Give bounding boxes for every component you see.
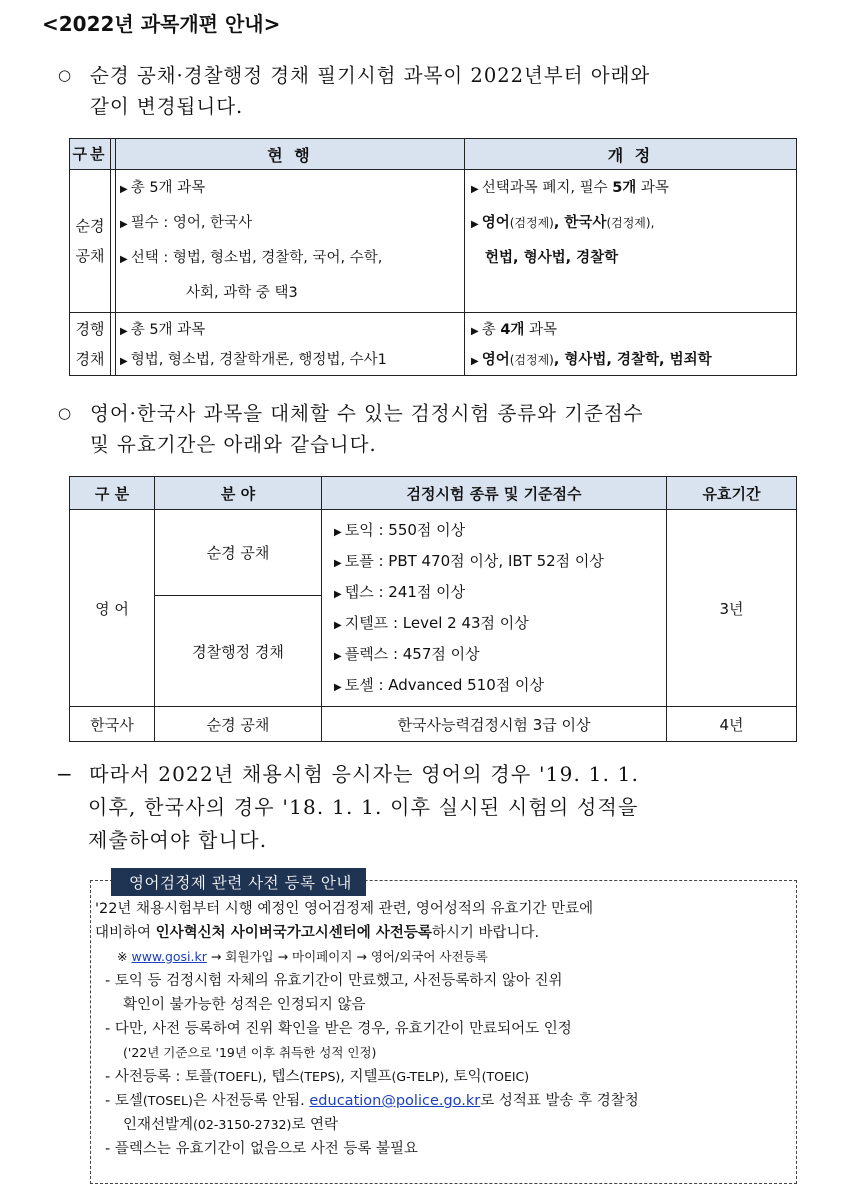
list-item: ▶ 총 4개 과목 <box>471 322 558 338</box>
korean-history-label: 한국사 <box>70 707 155 742</box>
validity-cell: 3년 <box>667 510 797 707</box>
notice-body <box>95 897 795 1161</box>
section-1-bullet: ○ <box>58 66 73 84</box>
header-exam: 검정시험 종류 및 기준점수 <box>322 477 667 510</box>
triangle-bullet-icon: ▶ <box>120 356 128 367</box>
header-category: 구분 <box>70 139 111 170</box>
header-category: 구 분 <box>70 477 155 510</box>
table-row <box>70 707 797 742</box>
notice-reference: ※ www.gosi.kr → 회원가입 → 마이페이지 → 영어/외국어 사전등록 <box>117 949 488 964</box>
list-item: ▶ 토익 : 550점 이상 <box>334 521 466 539</box>
triangle-bullet-icon: ▶ <box>120 184 128 195</box>
table-row <box>70 170 797 313</box>
notice-item: - 토익 등 검정시험 자체의 유효기간이 만료했고, 사전등록하지 않아 진위 <box>105 973 563 989</box>
subject-change-table <box>69 138 797 376</box>
triangle-bullet-icon: ▶ <box>334 620 342 631</box>
notice-item: - 다만, 사전 등록하여 진위 확인을 받은 경우, 유효기간이 만료되어도 인정 <box>105 1021 572 1037</box>
list-item: ▶ 선택 : 형법, 형소법, 경찰학, 국어, 수학, <box>120 250 383 266</box>
triangle-bullet-icon: ▶ <box>471 219 479 230</box>
group-label-line: 경채 <box>75 350 105 368</box>
notice-item-continued: ('22년 기준으로 '19년 이후 취득한 성적 인정) <box>123 1045 377 1060</box>
list-item: ▶ 텝스 : 241점 이상 <box>334 583 466 601</box>
list-item: ▶ 총 5개 과목 <box>120 322 206 338</box>
section-3-line-3: 제출하여야 합니다. <box>88 828 268 852</box>
list-item: 사회, 과학 중 택3 <box>186 285 298 301</box>
triangle-bullet-icon: ▶ <box>120 254 128 265</box>
section-2-bullet: ○ <box>58 404 73 422</box>
field-cell: 경찰행정 경채 <box>155 596 322 707</box>
section-2 <box>58 398 802 460</box>
section-3-line-2: 이후, 한국사의 경우 '18. 1. 1. 이후 실시된 시험의 성적을 <box>88 795 639 819</box>
table-row <box>70 313 797 376</box>
section-1 <box>58 60 802 122</box>
validity-cell: 4년 <box>667 707 797 742</box>
group-label-line: 공채 <box>75 247 105 265</box>
current-cell <box>116 313 465 376</box>
notice-item-continued: 확인이 불가능한 성적은 인정되지 않음 <box>123 997 366 1013</box>
list-item: ▶ 필수 : 영어, 한국사 <box>120 215 253 231</box>
triangle-bullet-icon: ▶ <box>471 326 479 337</box>
dash-bullet: − <box>56 762 74 786</box>
notice-item: - 플렉스는 유효기간이 없음으로 사전 등록 불필요 <box>105 1141 419 1157</box>
triangle-bullet-icon: ▶ <box>120 219 128 230</box>
section-2-line-1: 영어·한국사 과목을 대체할 수 있는 검정시험 종류와 기준점수 <box>90 402 644 425</box>
list-item: ▶ 형법, 형소법, 경찰학개론, 행정법, 수사1 <box>120 352 387 368</box>
list-item: ▶ 지텔프 : Level 2 43점 이상 <box>334 614 529 632</box>
list-item: 헌법, 형사법, 경찰학 <box>485 250 619 266</box>
exam-cell: 한국사능력검정시험 3급 이상 <box>322 707 667 742</box>
group-label-line: 순경 <box>75 217 105 235</box>
header-validity: 유효기간 <box>667 477 797 510</box>
list-item: ▶ 토셀 : Advanced 510점 이상 <box>334 676 545 694</box>
police-email-link[interactable]: education@police.go.kr <box>309 1093 481 1109</box>
list-item: ▶ 총 5개 과목 <box>120 180 206 196</box>
english-label: 영 어 <box>70 510 155 707</box>
page-title: <2022년 과목개편 안내> <box>42 12 281 36</box>
gosi-link[interactable]: www.gosi.kr <box>131 949 207 964</box>
list-item: ▶ 플렉스 : 457점 이상 <box>334 645 480 663</box>
field-cell: 순경 공채 <box>155 510 322 596</box>
notice-item: - 토셀(TOSEL)은 사전등록 안됨. education@police.go.kr로 성적표 발송 후 경찰청 <box>105 1093 639 1109</box>
notice-item-continued: 인재선발계(02-3150-2732)로 연락 <box>123 1117 338 1133</box>
list-item: ▶ 선택과목 폐지, 필수 5개 과목 <box>471 180 669 196</box>
row-group-label <box>70 313 111 376</box>
table-row <box>70 510 797 596</box>
list-item: ▶ 영어(검정제), 한국사(검정제), <box>471 215 655 231</box>
section-1-line-1: 순경 공채·경찰행정 경채 필기시험 과목이 2022년부터 아래와 <box>90 64 651 87</box>
notice-intro-line-2: 대비하여 인사혁신처 사이버국가고시센터에 사전등록하시기 바랍니다. <box>95 925 540 941</box>
current-cell <box>116 170 465 313</box>
triangle-bullet-icon: ▶ <box>471 184 479 195</box>
notice-item: - 사전등록 : 토플(TOEFL), 텝스(TEPS), 지텔프(G-TELP), 토익(TOEIC) <box>105 1069 530 1085</box>
section-3-line-1: − 따라서 2022년 채용시험 응시자는 영어의 경우 '19. 1. 1. <box>56 762 640 786</box>
triangle-bullet-icon: ▶ <box>334 527 342 538</box>
notice-intro-line-1: '22년 채용시험부터 시행 예정인 영어검정제 관련, 영어성적의 유효기간 만료에 <box>95 901 594 917</box>
triangle-bullet-icon: ▶ <box>334 682 342 693</box>
certification-table <box>69 476 797 742</box>
triangle-bullet-icon: ▶ <box>471 356 479 367</box>
exam-list-cell <box>322 510 667 707</box>
table-header-row <box>70 477 797 510</box>
pre-registration-notice <box>90 874 797 1184</box>
row-group-label <box>70 170 111 313</box>
triangle-bullet-icon: ▶ <box>120 326 128 337</box>
header-field: 분 야 <box>155 477 322 510</box>
table-header-row <box>70 139 797 170</box>
field-cell: 순경 공채 <box>155 707 322 742</box>
group-label-line: 경행 <box>75 320 105 338</box>
list-item: ▶ 토플 : PBT 470점 이상, IBT 52점 이상 <box>334 552 604 570</box>
section-3 <box>56 758 806 857</box>
revised-cell <box>465 170 797 313</box>
revised-cell <box>465 313 797 376</box>
triangle-bullet-icon: ▶ <box>334 589 342 600</box>
notice-title: 영어검정제 관련 사전 등록 안내 <box>111 868 366 896</box>
header-current: 현 행 <box>116 139 465 170</box>
header-revised: 개 정 <box>465 139 797 170</box>
section-1-line-2: 같이 변경됩니다. <box>90 95 244 118</box>
list-item: ▶ 영어(검정제), 형사법, 경찰학, 범죄학 <box>471 352 712 368</box>
section-2-line-2: 및 유효기간은 아래와 같습니다. <box>90 433 377 456</box>
triangle-bullet-icon: ▶ <box>334 558 342 569</box>
triangle-bullet-icon: ▶ <box>334 651 342 662</box>
